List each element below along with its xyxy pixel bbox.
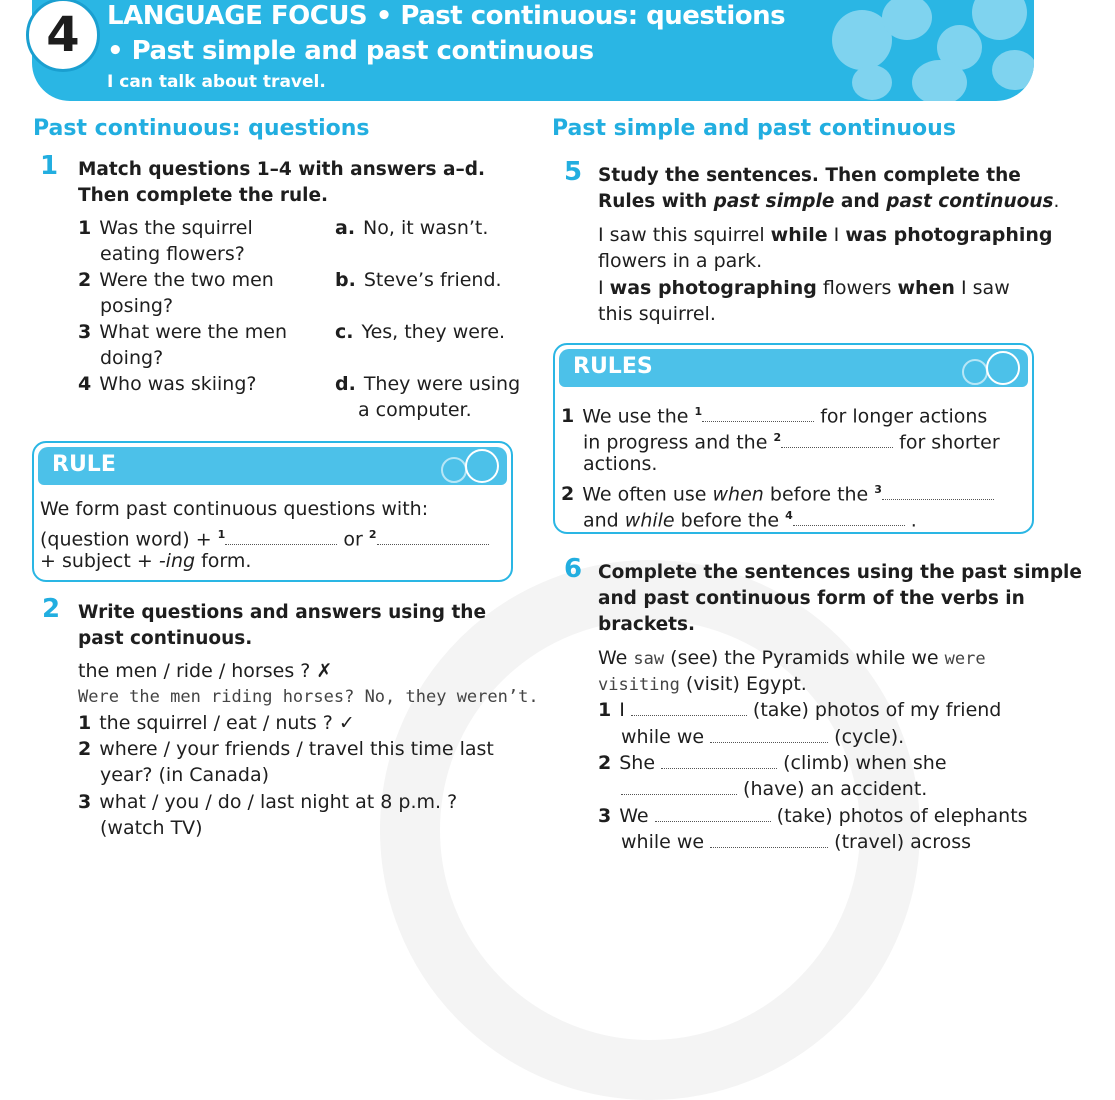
blank-1[interactable] xyxy=(225,526,337,545)
exercise-2-item-3: 3 what / you / do / last night at 8 p.m. ? xyxy=(78,791,458,813)
exercise-1-instruction: Match questions 1–4 with answers a–d. Then complete the rule. xyxy=(78,159,486,206)
rule-line-3: + subject + -ing form. xyxy=(40,550,252,572)
exercise-6-instruction-1: Complete the sentences using the past simple xyxy=(598,562,1082,583)
blank-input[interactable] xyxy=(655,803,771,822)
exercise-6-instruction-2: and past continuous form of the verbs in xyxy=(598,588,1025,609)
exercise-5-number: 5 xyxy=(564,157,583,187)
blank-input[interactable] xyxy=(710,724,828,743)
answer-b: b. Steve’s friend. xyxy=(335,269,502,291)
exercise-6-item-2-cont: (have) an accident. xyxy=(621,776,927,802)
rule-line-1: We form past continuous questions with: xyxy=(40,498,429,520)
decorative-blob xyxy=(972,0,1027,40)
exercise-6-number: 6 xyxy=(564,554,583,584)
exercise-5-sentence-1-cont: flowers in a park. xyxy=(598,250,763,272)
exercise-2-number: 2 xyxy=(42,594,61,624)
exercise-1-number: 1 xyxy=(40,151,59,181)
section-title-left: Past continuous: questions xyxy=(33,116,370,141)
header-title-line2: • Past simple and past continuous xyxy=(107,36,594,66)
decorative-blob xyxy=(912,60,967,101)
section-title-right: Past simple and past continuous xyxy=(552,116,956,141)
rule-header-bar xyxy=(38,447,507,485)
blank-1[interactable] xyxy=(702,403,814,422)
exercise-6-example: We saw (see) the Pyramids while we were xyxy=(598,647,986,669)
question-2-cont: posing? xyxy=(100,295,174,317)
exercise-2-example-prompt: the men / ride / horses ? ✗ xyxy=(78,660,333,682)
decorative-ring xyxy=(986,351,1020,385)
question-4: 4 Who was skiing? xyxy=(78,373,257,395)
exercise-6-item-1: 1 I (take) photos of my friend xyxy=(598,699,1002,721)
answer-d: d. They were using xyxy=(335,373,521,395)
decorative-blob xyxy=(992,50,1034,90)
exercise-5-sentence-1: I saw this squirrel while I was photographing xyxy=(598,224,1053,246)
rule-box xyxy=(32,441,513,582)
blank-2[interactable] xyxy=(377,526,489,545)
exercise-2-item-3-cont: (watch TV) xyxy=(100,817,203,839)
unit-number-badge: 4 xyxy=(26,0,100,72)
exercise-6-item-3: 3 We (take) photos of elephants xyxy=(598,805,1028,827)
answer-c: c. Yes, they were. xyxy=(335,321,506,343)
rule-label: RULE xyxy=(52,452,116,477)
blank-4[interactable] xyxy=(793,507,905,526)
question-3-cont: doing? xyxy=(100,347,164,369)
rules-item-1: 1 We use the $^1$ for longer actions xyxy=(561,405,988,428)
question-1: 1 Was the squirrel xyxy=(78,217,253,239)
header-subtitle: I can talk about travel. xyxy=(107,72,326,92)
question-3: 3 What were the men xyxy=(78,321,288,343)
question-2: 2 Were the two men xyxy=(78,269,274,291)
blank-input[interactable] xyxy=(661,750,777,769)
decorative-blob xyxy=(882,0,932,40)
exercise-6-item-3-cont: while we (travel) across xyxy=(621,831,972,853)
rules-label: RULES xyxy=(573,354,653,379)
rules-item-2-cont: and while before the $^4$ . xyxy=(583,509,917,532)
blank-input[interactable] xyxy=(621,776,737,795)
exercise-5-sentence-2: I was photographing flowers when I saw xyxy=(598,277,1010,299)
header-title-line1: LANGUAGE FOCUS • Past continuous: questions xyxy=(107,1,786,31)
blank-3[interactable] xyxy=(882,481,994,500)
exercise-2-item-2-cont: year? (in Canada) xyxy=(100,764,269,786)
blank-input[interactable] xyxy=(710,829,828,848)
answer-d-cont: a computer. xyxy=(358,399,472,421)
rules-item-1-cont: in progress and the $^2$ for shorter xyxy=(583,431,1000,454)
rule-line-2: (question word) + $^1$ or $^2$ xyxy=(40,522,489,552)
exercise-2-item-1: 1 the squirrel / eat / nuts ? ✓ xyxy=(78,712,355,734)
exercise-6-item-2: 2 She (climb) when she xyxy=(598,752,947,774)
rules-item-2: 2 We often use when before the $^3$ xyxy=(561,477,994,507)
rules-box xyxy=(553,343,1034,534)
exercise-6-item-1-cont: while we (cycle). xyxy=(621,726,905,748)
exercise-2-example-answer: Were the men riding horses? No, they weren’t. xyxy=(78,687,539,707)
decorative-blob xyxy=(852,65,892,100)
rules-item-1-end: actions. xyxy=(583,453,658,475)
exercise-5-instruction-1: Study the sentences. Then complete the xyxy=(598,165,1021,186)
blank-2[interactable] xyxy=(781,429,893,448)
exercise-6-example-cont: visiting (visit) Egypt. xyxy=(598,673,807,695)
blank-input[interactable] xyxy=(631,697,747,716)
exercise-5-instruction-2: Rules with past simple and past continuous. xyxy=(598,191,1060,212)
exercise-5-sentence-2-cont: this squirrel. xyxy=(598,303,716,325)
question-1-cont: eating flowers? xyxy=(100,243,245,265)
exercise-2-item-2: 2 where / your friends / travel this time last xyxy=(78,738,494,760)
decorative-ring xyxy=(441,457,467,483)
rules-header-bar xyxy=(559,349,1028,387)
decorative-ring xyxy=(465,449,499,483)
answer-a: a. No, it wasn’t. xyxy=(335,217,489,239)
decorative-ring xyxy=(962,359,988,385)
exercise-6-instruction-3: brackets. xyxy=(598,614,696,635)
exercise-2-instruction: Write questions and answers using the past continuous. xyxy=(78,602,487,649)
